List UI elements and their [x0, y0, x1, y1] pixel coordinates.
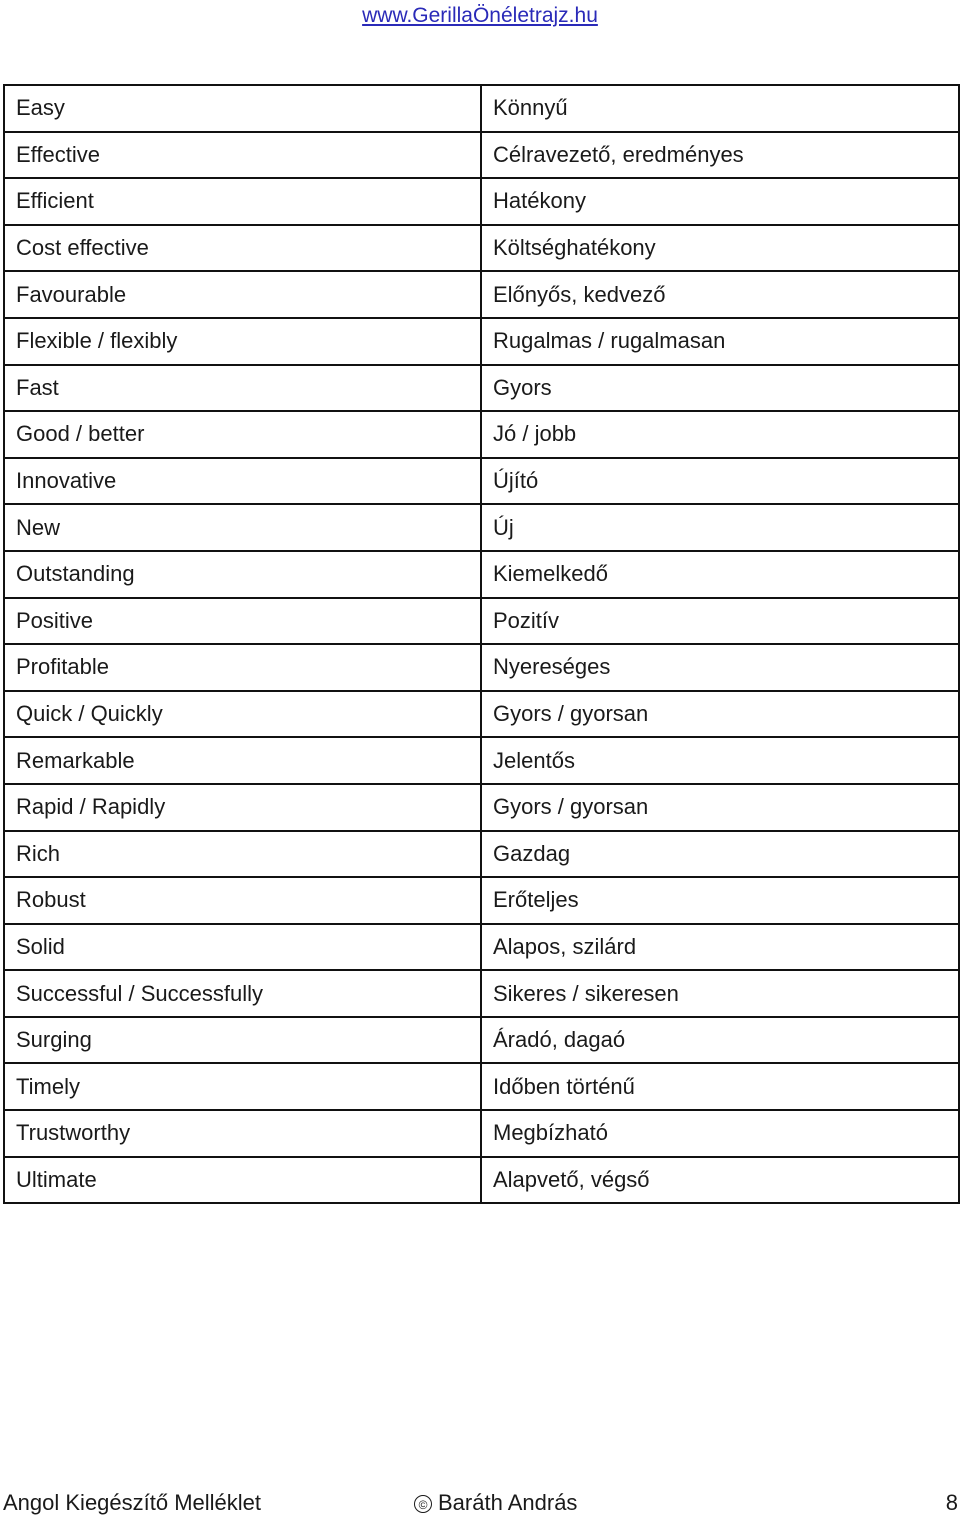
table-row	[4, 178, 959, 225]
table-row	[4, 318, 959, 365]
table-row	[4, 365, 959, 412]
table-row	[4, 458, 959, 505]
hungarian-term: Hatékony	[481, 178, 959, 225]
table-row	[4, 551, 959, 598]
hungarian-term: Költséghatékony	[481, 225, 959, 272]
english-term: Outstanding	[4, 551, 481, 598]
hungarian-term: Jó / jobb	[481, 411, 959, 458]
hungarian-term: Erőteljes	[481, 877, 959, 924]
hungarian-term: Nyereséges	[481, 644, 959, 691]
table-row	[4, 85, 959, 132]
english-term: New	[4, 504, 481, 551]
copyright-icon: ©	[414, 1495, 432, 1513]
table-row	[4, 831, 959, 878]
vocabulary-table-body	[4, 85, 959, 1203]
english-term: Remarkable	[4, 737, 481, 784]
english-term: Efficient	[4, 178, 481, 225]
hungarian-term: Gyors / gyorsan	[481, 691, 959, 738]
table-row	[4, 784, 959, 831]
author-name: Baráth András	[438, 1490, 578, 1515]
english-term: Quick / Quickly	[4, 691, 481, 738]
vocabulary-table	[3, 84, 960, 1204]
table-row	[4, 1157, 959, 1204]
hungarian-term: Könnyű	[481, 85, 959, 132]
english-term: Surging	[4, 1017, 481, 1064]
hungarian-term: Alapvető, végső	[481, 1157, 959, 1204]
page-footer	[3, 1489, 958, 1517]
hungarian-term: Pozitív	[481, 598, 959, 645]
author-credit	[414, 1489, 577, 1517]
table-row	[4, 1110, 959, 1157]
english-term: Ultimate	[4, 1157, 481, 1204]
table-row	[4, 691, 959, 738]
table-row	[4, 970, 959, 1017]
table-row	[4, 225, 959, 272]
table-row	[4, 877, 959, 924]
english-term: Profitable	[4, 644, 481, 691]
hungarian-term: Gyors	[481, 365, 959, 412]
table-row	[4, 1063, 959, 1110]
english-term: Favourable	[4, 271, 481, 318]
table-row	[4, 737, 959, 784]
table-row	[4, 924, 959, 971]
hungarian-term: Gazdag	[481, 831, 959, 878]
hungarian-term: Alapos, szilárd	[481, 924, 959, 971]
english-term: Easy	[4, 85, 481, 132]
english-term: Good / better	[4, 411, 481, 458]
english-term: Fast	[4, 365, 481, 412]
table-row	[4, 598, 959, 645]
english-term: Innovative	[4, 458, 481, 505]
site-url-link[interactable]: www.GerillaÖnéletrajz.hu	[362, 4, 598, 27]
hungarian-term: Sikeres / sikeresen	[481, 970, 959, 1017]
table-row	[4, 271, 959, 318]
hungarian-term: Időben történű	[481, 1063, 959, 1110]
hungarian-term: Előnyős, kedvező	[481, 271, 959, 318]
english-term: Solid	[4, 924, 481, 971]
hungarian-term: Áradó, dagaó	[481, 1017, 959, 1064]
english-term: Rapid / Rapidly	[4, 784, 481, 831]
english-term: Cost effective	[4, 225, 481, 272]
table-row	[4, 644, 959, 691]
hungarian-term: Jelentős	[481, 737, 959, 784]
page-number: 8	[945, 1490, 958, 1515]
hungarian-term: Megbízható	[481, 1110, 959, 1157]
english-term: Robust	[4, 877, 481, 924]
english-term: Effective	[4, 132, 481, 179]
english-term: Positive	[4, 598, 481, 645]
hungarian-term: Kiemelkedő	[481, 551, 959, 598]
english-term: Trustworthy	[4, 1110, 481, 1157]
hungarian-term: Célravezető, eredményes	[481, 132, 959, 179]
table-row	[4, 132, 959, 179]
hungarian-term: Gyors / gyorsan	[481, 784, 959, 831]
table-row	[4, 411, 959, 458]
english-term: Successful / Successfully	[4, 970, 481, 1017]
english-term: Flexible / flexibly	[4, 318, 481, 365]
document-title: Angol Kiegészítő Melléklet	[3, 1490, 262, 1515]
table-row	[4, 1017, 959, 1064]
hungarian-term: Új	[481, 504, 959, 551]
english-term: Timely	[4, 1063, 481, 1110]
english-term: Rich	[4, 831, 481, 878]
table-row	[4, 504, 959, 551]
hungarian-term: Újító	[481, 458, 959, 505]
hungarian-term: Rugalmas / rugalmasan	[481, 318, 959, 365]
